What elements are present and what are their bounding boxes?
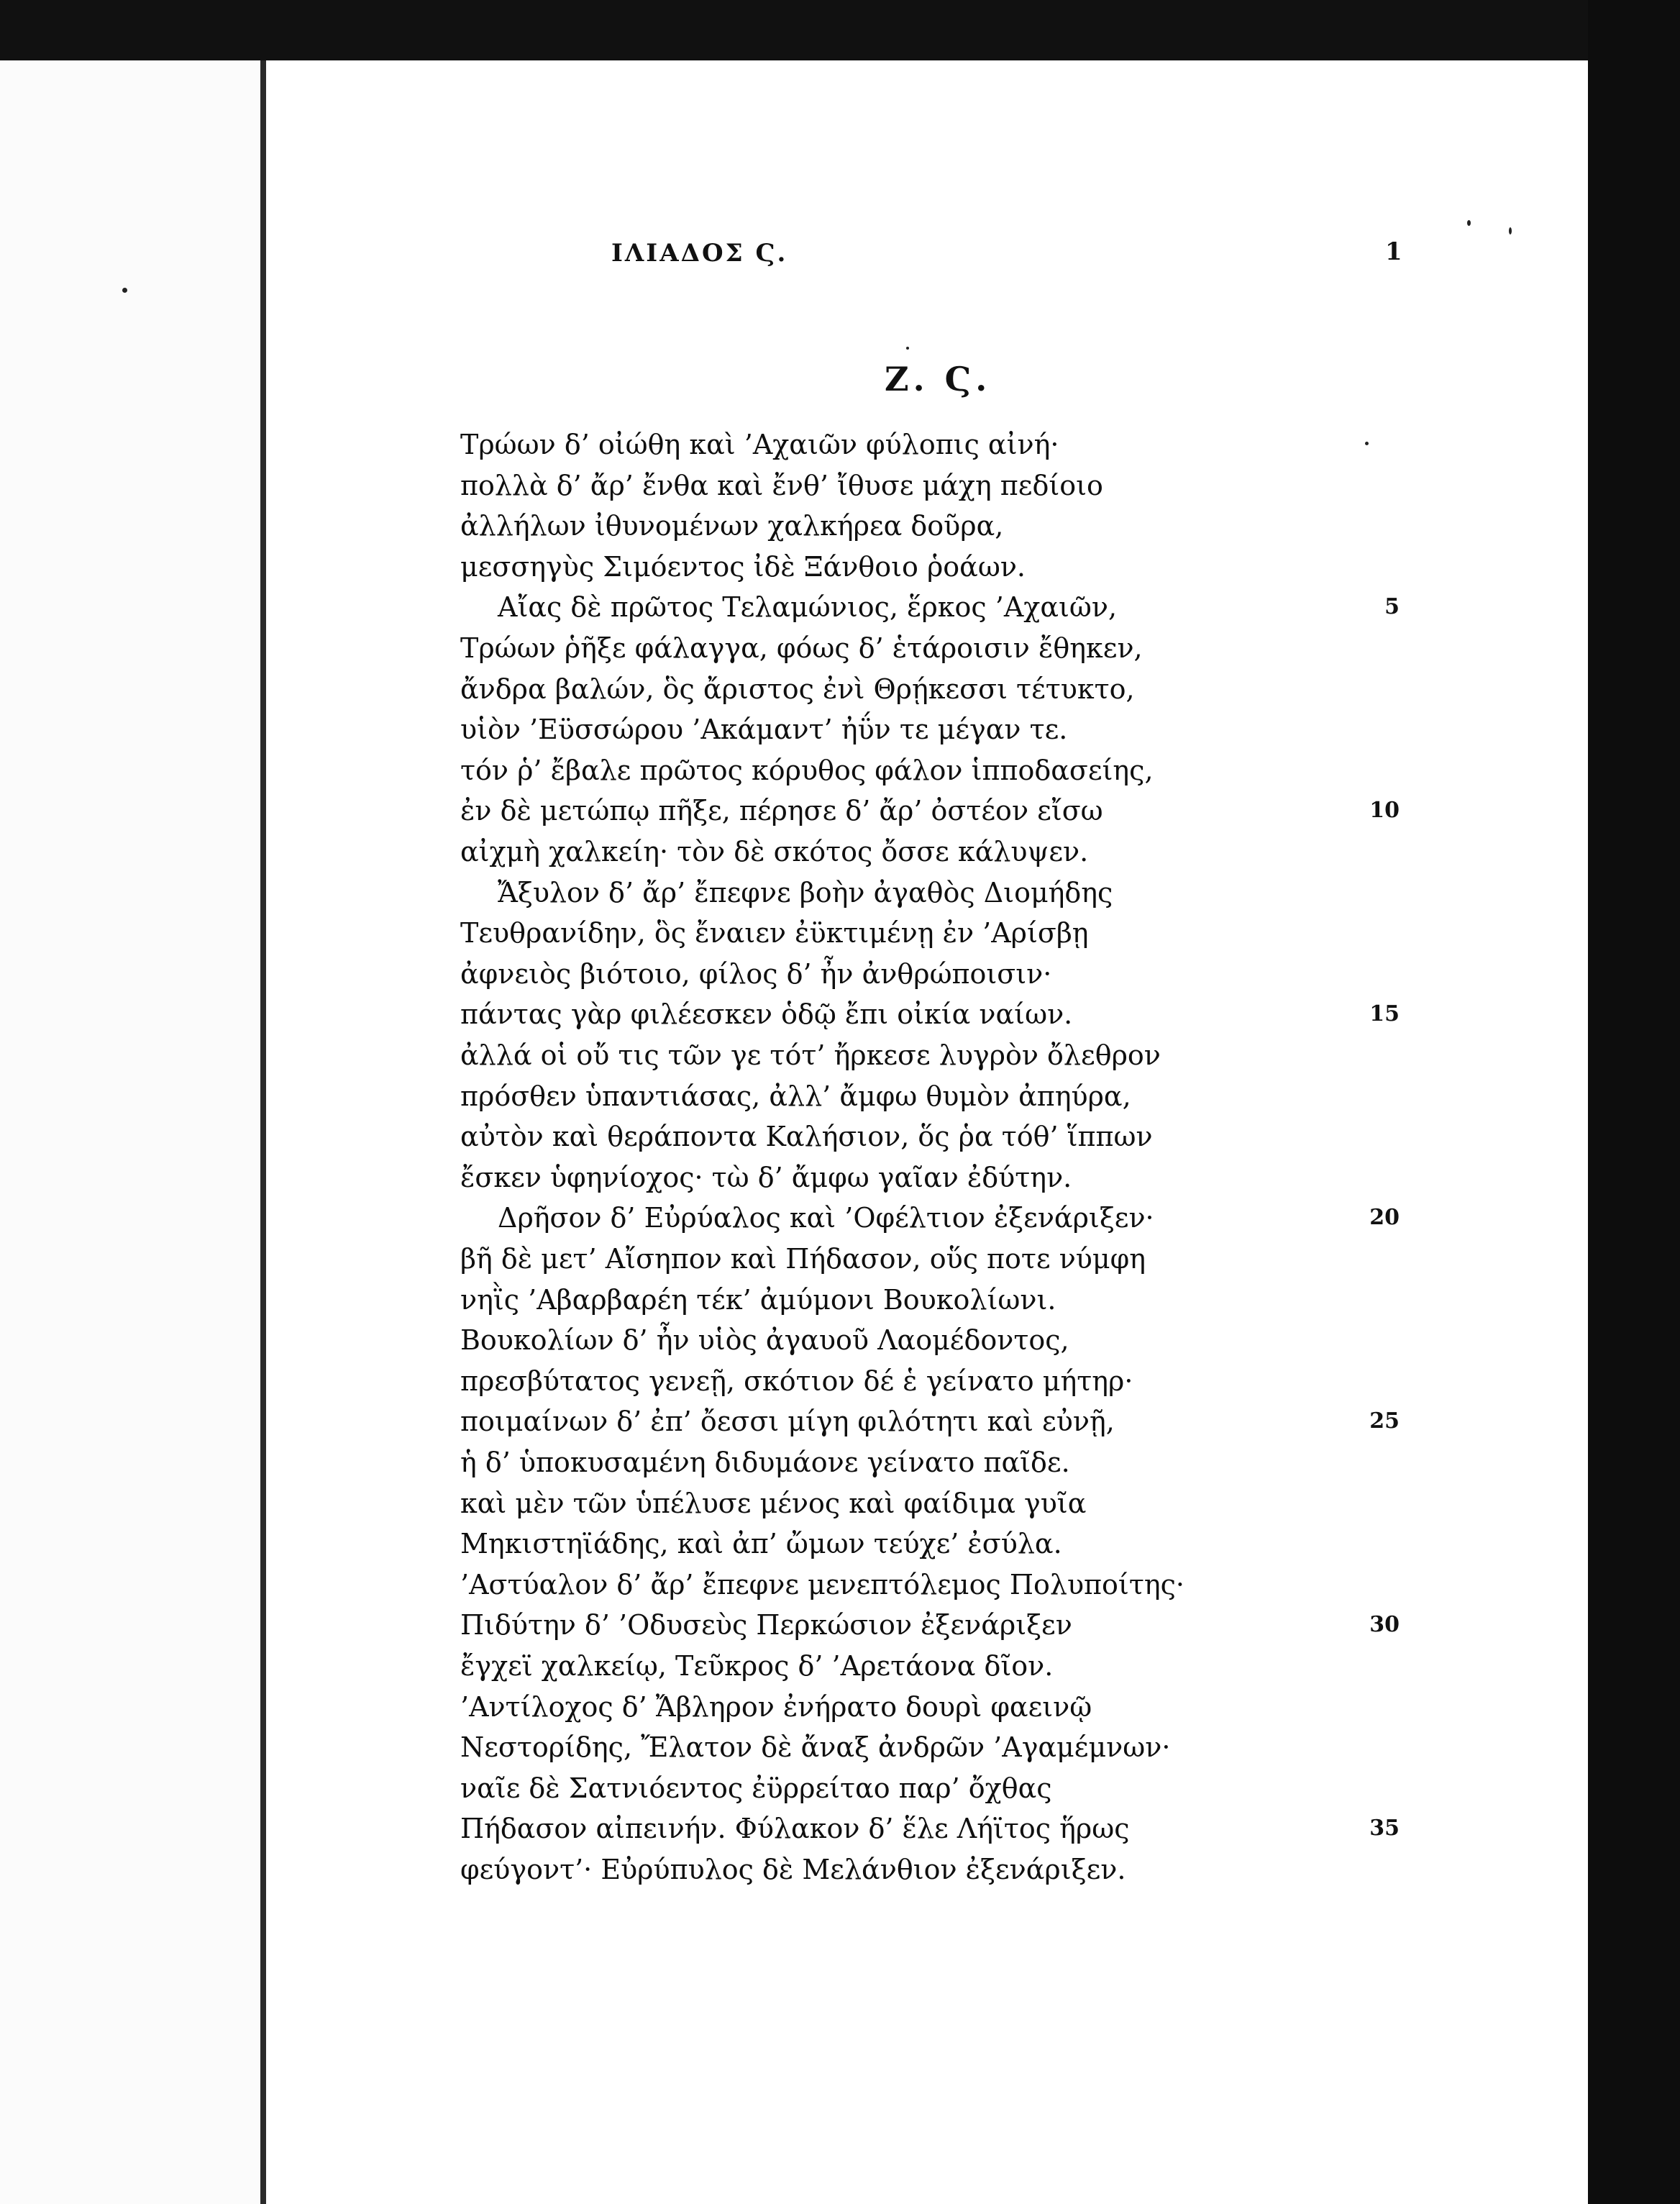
- scan-speck: [906, 347, 909, 350]
- verse-line: βῆ δὲ μετ’ Αἴσηπον καὶ Πήδασον, οὕς ποτε νύμφη: [460, 1243, 1146, 1275]
- verse-line: Πήδασον αἰπεινήν. Φύλακον δ’ ἕλε Λήϊτος ἥρως: [460, 1813, 1130, 1844]
- verse-line: ’Αστύαλον δ’ ἄρ’ ἔπεφνε μενεπτόλεμος Πολυποίτης·: [460, 1569, 1184, 1600]
- verse-line: Πιδύτην δ’ ’Οδυσεὺς Περκώσιον ἐξενάριξεν: [460, 1609, 1072, 1641]
- verse-line: ἡ δ’ ὑποκυσαμένη διδυμάονε γείνατο παῖδε.: [460, 1447, 1070, 1478]
- verse-line: ἔσκεν ὑφηνίοχος· τὼ δ’ ἄμφω γαῖαν ἐδύτην.: [460, 1162, 1072, 1193]
- verse-line: Αἴας δὲ πρῶτος Τελαμώνιος, ἕρκος ’Αχαιῶν,: [498, 591, 1118, 623]
- facing-page-edge: [0, 60, 260, 2204]
- verse-line: αὐτὸν καὶ θεράποντα Καλήσιον, ὅς ῥα τόθ’ ἵππων: [460, 1121, 1153, 1152]
- verse-line: υἱὸν ’Εϋσσώρου ’Ακάμαντ’ ἠΰν τε μέγαν τε.: [460, 714, 1068, 745]
- scan-speck: [1467, 220, 1471, 226]
- verse-line: ’Αντίλοχος δ’ Ἄβληρον ἐνήρατο δουρὶ φαεινῷ: [460, 1691, 1092, 1723]
- verse-line: μεσσηγὺς Σιμόεντος ἰδὲ Ξάνθοιο ῥοάων.: [460, 551, 1026, 583]
- line-number: 10: [1369, 798, 1400, 823]
- verse-line: Τευθρανίδην, ὃς ἔναιεν ἐϋκτιμένῃ ἐν ’Αρίσβῃ: [460, 917, 1089, 949]
- scan-right-border: [1588, 0, 1680, 2204]
- verse-line: πολλὰ δ’ ἄρ’ ἔνθα καὶ ἔνθ’ ἴθυσε μάχη πεδίοιο: [460, 470, 1103, 501]
- line-number: 15: [1369, 1001, 1400, 1026]
- verse-line: ἄνδρα βαλών, ὃς ἄριστος ἐνὶ Θρῄκεσσι τέτυκτο,: [460, 673, 1135, 705]
- verse-line: Δρῆσον δ’ Εὐρύαλος καὶ ’Οφέλτιον ἐξενάριξεν·: [498, 1202, 1154, 1234]
- book-gutter: [260, 60, 266, 2204]
- line-number: 5: [1384, 594, 1400, 619]
- scan-speck: [1509, 227, 1512, 234]
- verse-line: ναῖε δὲ Σατνιόεντος ἐϋρρείταο παρ’ ὄχθας: [460, 1772, 1052, 1804]
- verse-line: ἐν δὲ μετώπῳ πῆξε, πέρησε δ’ ἄρ’ ὀστέον εἴσω: [460, 795, 1103, 826]
- verse-line: καὶ μὲν τῶν ὑπέλυσε μένος καὶ φαίδιμα γυῖα: [460, 1488, 1087, 1519]
- verse-line: φεύγοντ’· Εὐρύπυλος δὲ Μελάνθιον ἐξενάριξεν.: [460, 1854, 1126, 1885]
- verse-line: Μηκιστηϊάδης, καὶ ἀπ’ ὤμων τεύχε’ ἐσύλα.: [460, 1528, 1062, 1559]
- verse-line: Τρώων δ’ οἰώθη καὶ ’Αχαιῶν φύλοπις αἰνή·: [460, 429, 1059, 460]
- verse-line: ἀλλά οἱ οὔ τις τῶν γε τότ’ ἤρκεσε λυγρὸν ὄλεθρον: [460, 1039, 1161, 1071]
- verse-line: πρεσβύτατος γενεῇ, σκότιον δέ ἑ γείνατο μήτηρ·: [460, 1365, 1133, 1397]
- verse-line: τόν ῥ’ ἔβαλε πρῶτος κόρυθος φάλον ἱπποδασείης,: [460, 755, 1154, 786]
- verse-line: ποιμαίνων δ’ ἐπ’ ὄεσσι μίγη φιλότητι καὶ εὐνῇ,: [460, 1406, 1115, 1437]
- line-number: 30: [1369, 1612, 1400, 1637]
- verse-line: ἀλλήλων ἰθυνομένων χαλκήρεα δοῦρα,: [460, 510, 1004, 542]
- verse-line: αἰχμὴ χαλκείη· τὸν δὲ σκότος ὄσσε κάλυψεν.: [460, 836, 1089, 868]
- verse-line: Βουκολίων δ’ ἦν υἱὸς ἀγαυοῦ Λαομέδοντος,: [460, 1324, 1069, 1356]
- verse-line: πρόσθεν ὑπαντιάσας, ἀλλ’ ἄμφω θυμὸν ἀπηύρα,: [460, 1080, 1131, 1112]
- verse-line: Ἄξυλον δ’ ἄρ’ ἔπεφνε βοὴν ἀγαθὸς Διομήδης: [498, 877, 1113, 909]
- verse-line: νηῒς ’Αβαρβαρέη τέκ’ ἀμύμονι Βουκολίωνι.: [460, 1284, 1056, 1316]
- scan-speck: [1365, 442, 1369, 445]
- verse-line: Νεστορίδης, Ἔλατον δὲ ἄναξ ἀνδρῶν ’Αγαμέμνων·: [460, 1731, 1171, 1763]
- line-number: 20: [1369, 1205, 1400, 1230]
- line-number: 25: [1369, 1408, 1400, 1434]
- scan-speck: [122, 288, 127, 293]
- verse-line: Τρώων ῥῆξε φάλαγγα, φόως δ’ ἑτάροισιν ἔθηκεν,: [460, 632, 1143, 664]
- page-number: 1: [1385, 237, 1402, 266]
- verse-line: ἀφνειὸς βιότοιο, φίλος δ’ ἦν ἀνθρώποισιν·: [460, 958, 1052, 990]
- line-number: 35: [1369, 1816, 1400, 1841]
- verse-line: πάντας γὰρ φιλέεσκεν ὁδῷ ἔπι οἰκία ναίων.: [460, 998, 1073, 1030]
- running-head-title: ΙΛΙΑΔΟΣ Ϛ.: [611, 239, 788, 268]
- book-heading: Ζ. Ϛ.: [885, 360, 992, 399]
- verse-line: ἔγχεϊ χαλκείῳ, Τεῦκρος δ’ ’Αρετάονα δῖον.: [460, 1650, 1054, 1682]
